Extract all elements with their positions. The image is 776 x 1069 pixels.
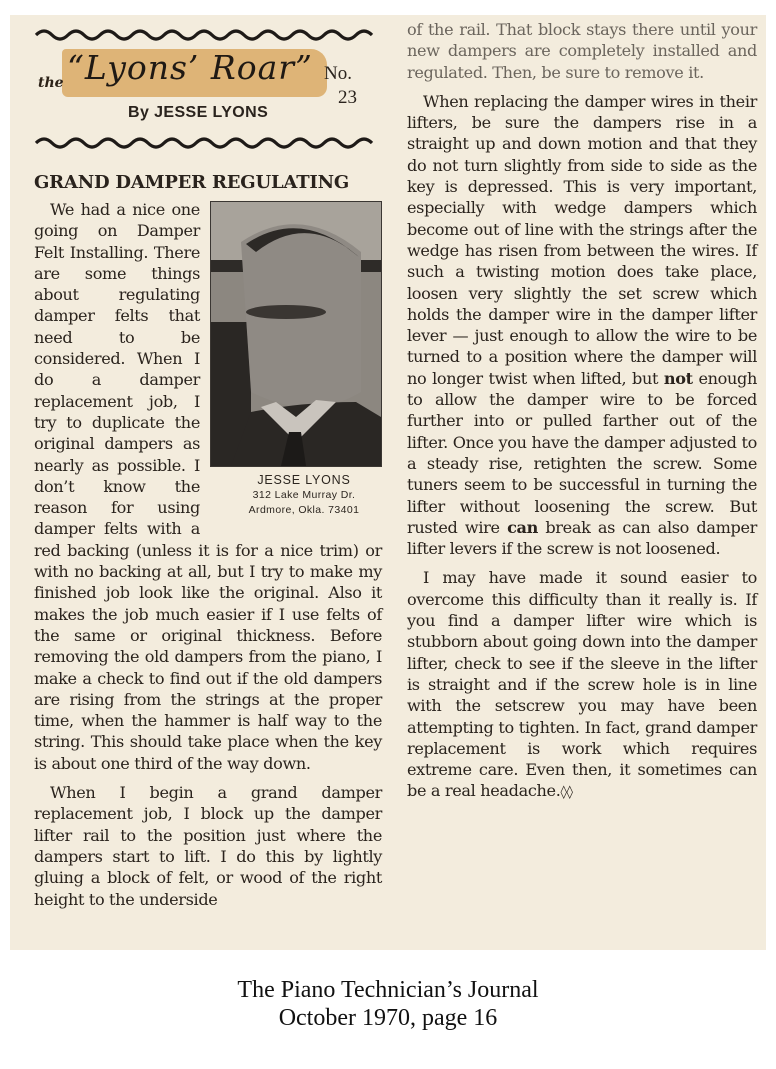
top-wavy-rule <box>34 27 374 43</box>
left-column <box>34 15 382 910</box>
emphasis-can: can <box>507 517 538 537</box>
article-headline: GRAND DAMPER REGULATING <box>34 172 350 193</box>
continuation-paragraph: of the rail. That block stays there until your new dampers are completely installed and regulated. Then, be sure to remove it. <box>407 20 757 82</box>
photo-caption <box>210 473 382 518</box>
source-citation <box>0 976 776 1032</box>
paragraph-3-text-a: When replacing the damper wires in their lifters, be sure the dampers rise in a straight up and down motion and that they do not turn slightly from side to side as the key is depressed. This is very important, especially with wedge dampers which become out of line with the strings after the wedge has risen from between the wires. If such a twisting motion does take place, loosen very slightly the set screw which holds the damper wire in the damper lifter lever — just enough to allow the wire to be turned to a position where the damper will no longer twist when lifted, but <box>407 91 757 388</box>
column-title: “Lyons’ Roar” <box>67 48 313 87</box>
paragraph-3 <box>407 91 757 560</box>
right-column <box>407 19 757 804</box>
end-mark-icon: ◊◊ <box>560 785 573 801</box>
paragraph-3-text-c: break as can also damper lifter levers if the screw is not loosened. <box>407 517 757 559</box>
paragraph-4 <box>407 567 757 803</box>
caption-name: JESSE LYONS <box>257 473 351 487</box>
caption-address-line-1: 312 Lake Murray Dr. <box>252 489 356 501</box>
paragraph-1-text: We had a nice one going on Damper Felt Installing. There are some things about regulating damper felts that need to be considered. When I do a damper replacement job, I try to duplicate the original dampers as nearly as possible. I don’t know the reason for using damper felts with a red backing (unless it is for a nice trim) or with no backing at all, but I try to make my finished job look like the original. Also it makes the job much easier if I use felts of the same or original thickness. Before removing the old dampers from the piano, I make a check to find out if the old dampers are rising from the strings at the proper time, when the hammer is half way to the string. This should take place when the key is about one third of the way down. <box>34 200 382 773</box>
paragraph-4-text: I may have made it sound easier to overcome this difficulty than it really is. If you find a damper lifter wire which is stubborn about going down into the damper lifter, check to see if the sleeve in the lifter is straight and if the screw hole is in line with the setscrew you may have been attempting to tighten. In fact, grand damper replacement is work which requires extreme care. Even then, it sometimes can be a real headache. <box>407 568 757 801</box>
publication-name: The Piano Technician’s Journal <box>237 977 539 1003</box>
issue-reference: October 1970, page 16 <box>278 1005 498 1031</box>
bottom-wavy-rule <box>34 135 374 151</box>
paragraph-2: When I begin a grand damper replacement job, I block up the damper lifter rail to the position just where the dampers start to lift. I do this by lightly gluing a block of felt, or wood of the right height to the underside <box>34 783 382 909</box>
author-photo <box>210 201 382 467</box>
byline: By JESSE LYONS <box>128 104 269 121</box>
author-photo-block <box>210 201 382 518</box>
paragraph-3-text-b: enough to allow the damper wire to be forced further into or pulled farther out of the lifter. Once you have the damper adjusted to a steady rise, retighten the screw. Some tuners seem to be successful in turning the lifter without loosening the screw. But rusted wire <box>407 368 757 537</box>
masthead-prefix: the <box>38 75 64 91</box>
issue-number: 23 <box>338 87 357 108</box>
left-column-text <box>34 199 382 910</box>
number-label: No. <box>324 63 352 84</box>
paragraph-1 <box>34 199 382 774</box>
column-masthead <box>34 15 382 160</box>
magazine-clipping <box>10 15 766 950</box>
portrait-image <box>211 202 381 466</box>
caption-address-line-2: Ardmore, Okla. 73401 <box>248 504 360 516</box>
emphasis-not: not <box>663 368 693 388</box>
